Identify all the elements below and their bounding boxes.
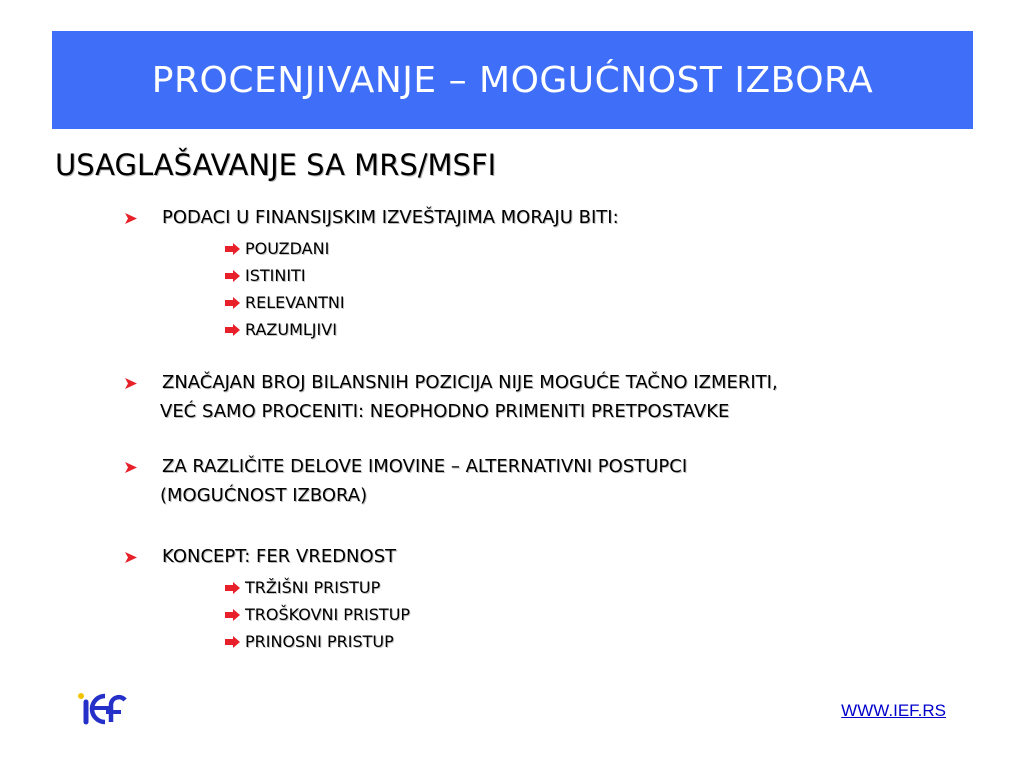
sub-item-label: ISTINITI	[245, 266, 306, 285]
arrow-bullet-icon	[224, 297, 241, 309]
slide-title: PROCENJIVANJE – MOGUĆNOST IZBORA	[151, 59, 874, 101]
sub-item-label: TRŽIŠNI PRISTUP	[245, 578, 381, 597]
sub-item-relevantni	[224, 289, 345, 316]
ief-logo-icon	[75, 688, 131, 732]
bullet-text-line-2: VEĆ SAMO PROCENITI: NEOPHODNO PRIMENITI PRETPOSTAVKE	[160, 401, 730, 422]
arrow-bullet-icon	[224, 582, 241, 594]
title-bar	[52, 31, 973, 129]
bullet-item-2	[124, 368, 778, 398]
bullet-text-line-1: ZA RAZLIČITE DELOVE IMOVINE – ALTERNATIVNI POSTUPCI	[162, 456, 688, 477]
sub-item-label: RELEVANTNI	[245, 293, 345, 312]
bullet-text-line-1: ZNAČAJAN BROJ BILANSNIH POZICIJA NIJE MOGUĆE TAČNO IZMERITI,	[162, 372, 778, 393]
sub-item-label: PRINOSNI PRISTUP	[245, 632, 394, 651]
bullet-text-line-2: (MOGUĆNOST IZBORA)	[160, 485, 368, 506]
triangle-bullet-icon	[124, 542, 146, 572]
sub-item-label: RAZUMLJIVI	[245, 320, 337, 339]
triangle-bullet-icon	[124, 203, 146, 233]
sub-item-prinosni	[224, 628, 394, 655]
sub-item-razumljivi	[224, 316, 337, 343]
slide-subtitle: USAGLAŠAVANJE SA MRS/MSFI	[55, 148, 497, 182]
arrow-bullet-icon	[224, 609, 241, 621]
arrow-bullet-icon	[224, 324, 241, 336]
sub-item-trzisni	[224, 574, 380, 601]
sub-item-pouzdani	[224, 235, 329, 262]
bullet-item-2-continuation	[160, 397, 729, 427]
sub-item-label: POUZDANI	[245, 239, 330, 258]
bullet-text: KONCEPT: FER VREDNOST	[162, 546, 397, 567]
triangle-bullet-icon	[124, 452, 146, 482]
arrow-bullet-icon	[224, 243, 241, 255]
bullet-text: PODACI U FINANSIJSKIM IZVEŠTAJIMA MORAJU BITI:	[162, 207, 619, 228]
bullet-item-3	[124, 452, 687, 482]
bullet-item-4	[124, 542, 396, 572]
sub-item-troskovni	[224, 601, 410, 628]
sub-item-label: TROŠKOVNI PRISTUP	[245, 605, 411, 624]
website-link[interactable]: WWW.IEF.RS	[841, 701, 946, 720]
sub-item-istiniti	[224, 262, 306, 289]
bullet-item-3-continuation	[160, 481, 367, 511]
bullet-item-1	[124, 203, 619, 233]
triangle-bullet-icon	[124, 368, 146, 398]
arrow-bullet-icon	[224, 270, 241, 282]
arrow-bullet-icon	[224, 636, 241, 648]
